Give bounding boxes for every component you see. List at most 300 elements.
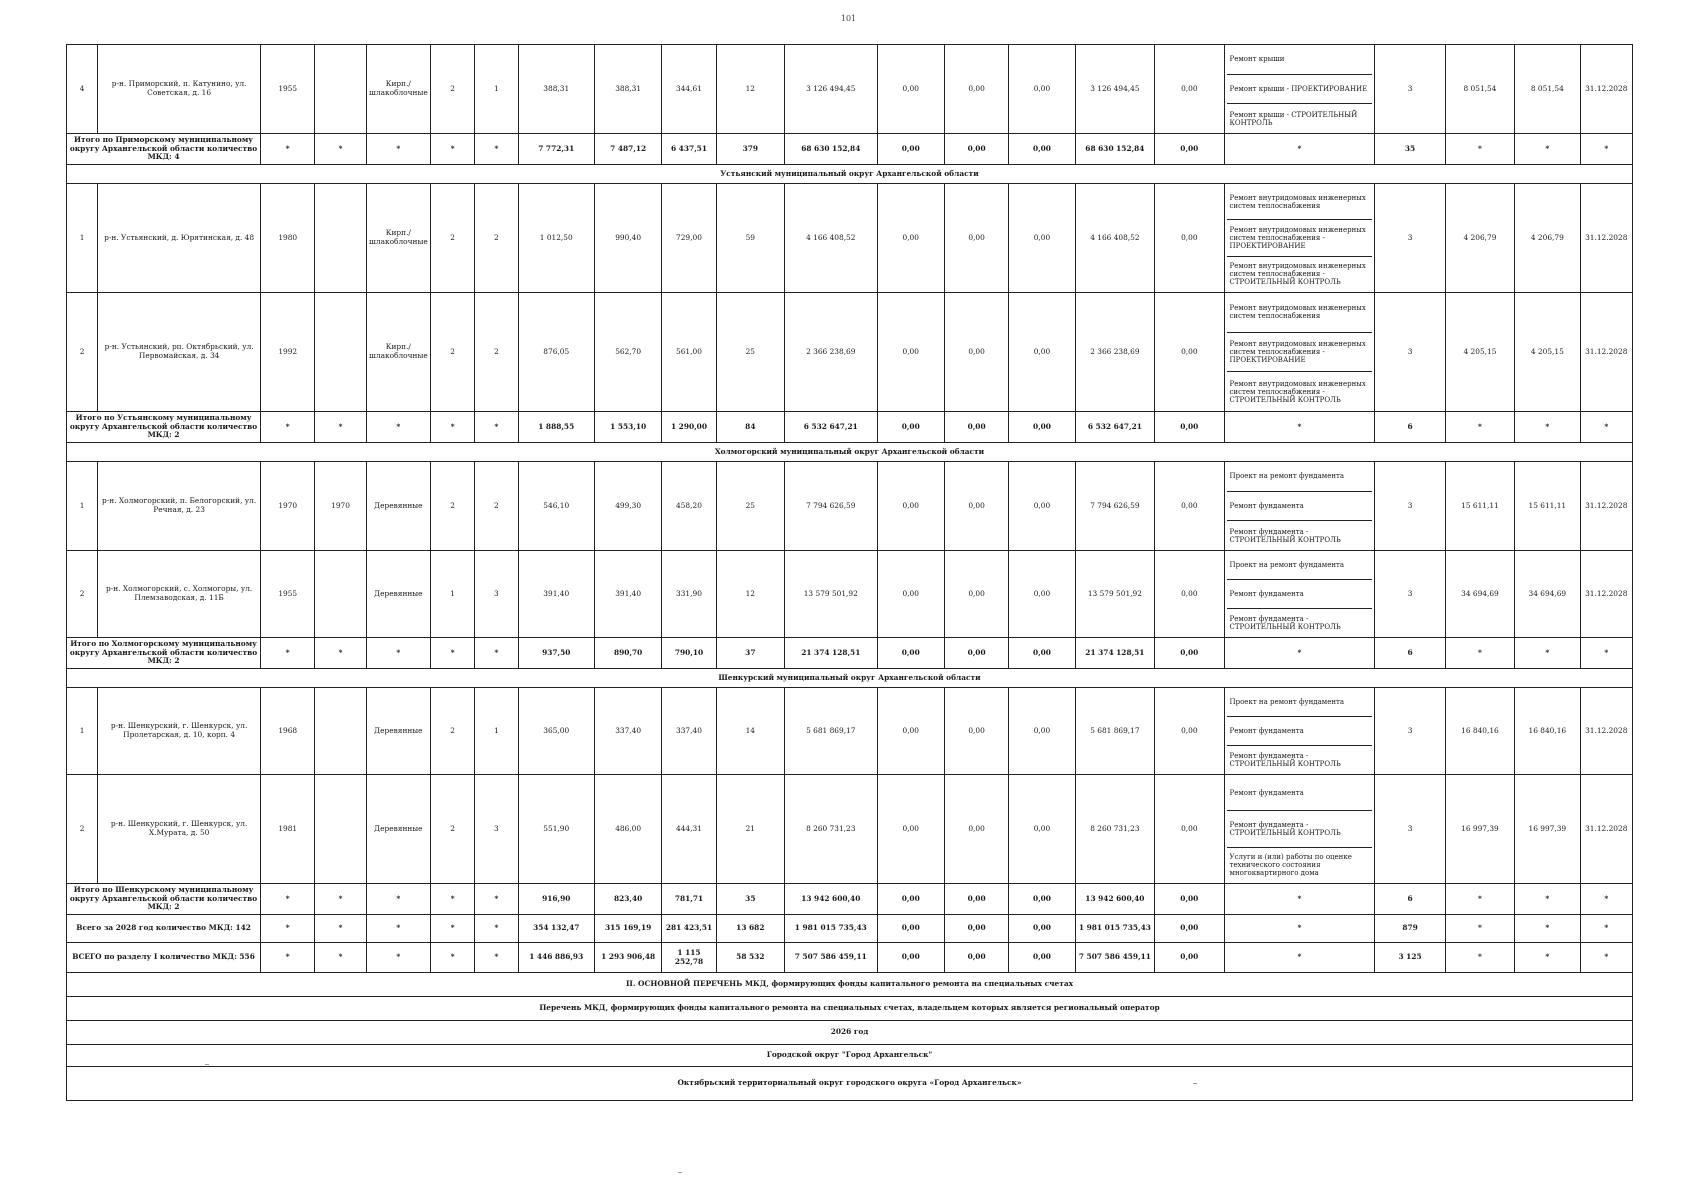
floors-cell: 2 [431,45,475,134]
fund-source-cell: 0,00 [1009,638,1075,669]
works-cell [1224,462,1375,551]
residents-cell: 25 [716,462,784,551]
total-row [67,915,1633,943]
works-cell: * [1224,638,1375,669]
wall-material-cell: Кирп./шлакоблочные [366,45,430,134]
premises-area-cell: 7 487,12 [594,134,661,165]
limit-cost-cell: * [1515,134,1580,165]
house-row [67,184,1633,293]
address-cell: р-н. Приморский, п. Катунино, ул. Советская, д. 16 [98,45,261,134]
unit-cost-cell: * [1445,412,1514,443]
fund-source-cell: 0,00 [877,884,944,915]
deadline-cell: 31.12.2028 [1580,184,1632,293]
total-area-cell: 546,10 [518,462,594,551]
total-star-cell: * [261,134,315,165]
fund-source-cell: 0,00 [944,45,1008,134]
unit-cost-cell: 8 051,54 [1445,45,1514,134]
work-item: Ремонт крыши - СТРОИТЕЛЬНЫЙ КОНТРОЛЬ [1229,110,1358,127]
repair-cost-cell: 2 366 238,69 [785,293,878,412]
total-label: Итого по Устьянскому муниципальному округу Архангельской области количество МКД: 2 [67,412,261,443]
year-title-row [67,1021,1633,1045]
city-title: Городской округ "Город Архангельск" [67,1045,1633,1067]
owners-funds-cell: 8 260 731,23 [1075,775,1154,884]
district-subtitle-row [67,1067,1633,1101]
row-number-cell: 1 [67,184,98,293]
total-star-cell: * [431,915,475,943]
row-number-cell: 2 [67,293,98,412]
address-cell: р-н. Устьянский, рп. Октябрьский, ул. Первомайская, д. 34 [98,293,261,412]
works-cell [1224,184,1375,293]
work-count-cell: 3 [1375,184,1445,293]
total-area-cell: 1 888,55 [518,412,594,443]
works-cell [1224,45,1375,134]
district-title: Шенкурский муниципальный округ Архангельской области [67,669,1633,688]
other-funds-cell: 0,00 [1155,638,1224,669]
premises-area-cell: 486,00 [594,775,661,884]
works-list [1227,775,1373,883]
fund-source-cell: 0,00 [1009,412,1075,443]
owners-funds-cell: 1 981 015 735,43 [1075,915,1154,943]
premises-area-cell: 890,70 [594,638,661,669]
repair-cost-cell: 13 579 501,92 [785,551,878,638]
limit-cost-cell: * [1515,884,1580,915]
deadline-cell: 31.12.2028 [1580,293,1632,412]
residents-cell: 37 [716,638,784,669]
work-item: Ремонт внутридомовых инженерных систем теплоснабжения - СТРОИТЕЛЬНЫЙ КОНТРОЛЬ [1229,262,1366,287]
fund-source-cell: 0,00 [944,462,1008,551]
works-cell [1224,551,1375,638]
premises-area-cell: 388,31 [594,45,661,134]
deadline-cell: * [1580,915,1632,943]
fund-source-cell: 0,00 [1009,775,1075,884]
unit-cost-cell: * [1445,134,1514,165]
limit-cost-cell: 4 206,79 [1515,184,1580,293]
limit-cost-cell: 16 997,39 [1515,775,1580,884]
row-number-cell: 4 [67,45,98,134]
wall-material-cell: Кирп./шлакоблочные [366,293,430,412]
work-count-cell: 879 [1375,915,1445,943]
house-row [67,551,1633,638]
deadline-cell: * [1580,943,1632,973]
year-renovation-cell [315,45,366,134]
works-cell: * [1224,943,1375,973]
total-star-cell: * [431,884,475,915]
limit-cost-cell: 4 205,15 [1515,293,1580,412]
total-star-cell: * [431,943,475,973]
fund-source-cell: 0,00 [877,462,944,551]
floors-cell: 2 [431,462,475,551]
scan-speck [678,1172,682,1173]
total-row [67,884,1633,915]
address-cell: р-н. Шенкурский, г. Шенкурск, ул. Х.Мурата, д. 50 [98,775,261,884]
fund-source-cell: 0,00 [877,775,944,884]
works-cell: * [1224,134,1375,165]
entrances-cell: 2 [475,293,518,412]
unit-cost-cell: * [1445,915,1514,943]
total-area-cell: 388,31 [518,45,594,134]
unit-cost-cell: 34 694,69 [1445,551,1514,638]
entrances-cell: 2 [475,462,518,551]
list-title: Перечень МКД, формирующих фонды капитального ремонта на специальных счетах, владельцем которых является региональный оператор [67,997,1633,1021]
repair-cost-cell: 6 532 647,21 [785,412,878,443]
deadline-cell: * [1580,638,1632,669]
unit-cost-cell: 16 997,39 [1445,775,1514,884]
residents-cell: 379 [716,134,784,165]
residents-cell: 25 [716,293,784,412]
wall-material-cell: Деревянные [366,775,430,884]
city-title-row [67,1045,1633,1067]
work-item: Проект на ремонт фундамента [1227,462,1373,492]
total-star-cell: * [366,943,430,973]
other-funds-cell: 0,00 [1155,915,1224,943]
limit-cost-cell: 16 840,16 [1515,688,1580,775]
work-item: Ремонт внутридомовых инженерных систем теплоснабжения - ПРОЕКТИРОВАНИЕ [1227,333,1373,373]
works-cell: * [1224,412,1375,443]
year-renovation-cell [315,184,366,293]
works-cell: * [1224,884,1375,915]
work-count-cell: 3 [1375,775,1445,884]
address-cell: р-н. Шенкурский, г. Шенкурск, ул. Пролетарская, д. 10, корп. 4 [98,688,261,775]
other-funds-cell: 0,00 [1155,551,1224,638]
total-star-cell: * [431,638,475,669]
total-star-cell: * [366,412,430,443]
repair-cost-cell: 4 166 408,52 [785,184,878,293]
year-built-cell: 1981 [261,775,315,884]
owners-funds-cell: 68 630 152,84 [1075,134,1154,165]
fund-source-cell: 0,00 [1009,45,1075,134]
total-area-cell: 916,90 [518,884,594,915]
total-star-cell: * [315,884,366,915]
work-item: Проект на ремонт фундамента [1227,688,1373,717]
year-built-cell: 1980 [261,184,315,293]
year-built-cell: 1955 [261,551,315,638]
other-funds-cell: 0,00 [1155,412,1224,443]
fund-source-cell: 0,00 [877,45,944,134]
year-built-cell: 1968 [261,688,315,775]
total-star-cell: * [315,134,366,165]
fund-source-cell: 0,00 [1009,688,1075,775]
total-star-cell: * [475,884,518,915]
work-count-cell: 6 [1375,638,1445,669]
premises-area-cell: 823,40 [594,884,661,915]
total-area-cell: 551,90 [518,775,594,884]
district-title-row [67,443,1633,462]
living-area-cell: 344,61 [662,45,716,134]
living-area-cell: 444,31 [662,775,716,884]
work-count-cell: 3 [1375,688,1445,775]
district-title: Холмогорский муниципальный округ Архангельской области [67,443,1633,462]
residents-cell: 12 [716,551,784,638]
residents-cell: 21 [716,775,784,884]
unit-cost-cell: 4 205,15 [1445,293,1514,412]
work-count-cell: 6 [1375,412,1445,443]
fund-source-cell: 0,00 [877,943,944,973]
owners-funds-cell: 13 579 501,92 [1075,551,1154,638]
other-funds-cell: 0,00 [1155,775,1224,884]
repair-cost-cell: 8 260 731,23 [785,775,878,884]
row-number-cell: 1 [67,688,98,775]
address-cell: р-н. Холмогорский, п. Белогорский, ул. Речная, д. 23 [98,462,261,551]
row-number-cell: 2 [67,551,98,638]
unit-cost-cell: 4 206,79 [1445,184,1514,293]
works-list [1227,462,1373,550]
address-cell: р-н. Холмогорский, с. Холмогоры, ул. Племзаводская, д. 11Б [98,551,261,638]
total-star-cell: * [261,943,315,973]
work-item: Ремонт внутридомовых инженерных систем теплоснабжения - ПРОЕКТИРОВАНИЕ [1227,220,1373,256]
total-label: Всего за 2028 год количество МКД: 142 [67,915,261,943]
total-star-cell: * [475,412,518,443]
premises-area-cell: 337,40 [594,688,661,775]
work-item: Ремонт фундамента [1227,775,1373,811]
work-count-cell: 3 [1375,551,1445,638]
premises-area-cell: 990,40 [594,184,661,293]
total-star-cell: * [315,915,366,943]
fund-source-cell: 0,00 [877,184,944,293]
work-item: Ремонт фундамента [1227,717,1373,746]
district-title-row [67,669,1633,688]
repair-cost-cell: 1 981 015 735,43 [785,915,878,943]
total-row [67,412,1633,443]
works-cell [1224,775,1375,884]
work-item: Ремонт фундамента - СТРОИТЕЛЬНЫЙ КОНТРОЛЬ [1229,527,1341,544]
work-count-cell: 35 [1375,134,1445,165]
total-row [67,943,1633,973]
living-area-cell: 281 423,51 [662,915,716,943]
work-item: Ремонт фундамента - СТРОИТЕЛЬНЫЙ КОНТРОЛЬ [1229,751,1341,768]
year-built-cell: 1970 [261,462,315,551]
total-star-cell: * [261,638,315,669]
residents-cell: 12 [716,45,784,134]
work-item: Проект на ремонт фундамента [1227,551,1373,580]
total-star-cell: * [366,915,430,943]
living-area-cell: 337,40 [662,688,716,775]
total-star-cell: * [431,134,475,165]
capital-repair-register-table [66,44,1633,1101]
fund-source-cell: 0,00 [877,412,944,443]
fund-source-cell: 0,00 [877,293,944,412]
total-star-cell: * [261,884,315,915]
section-two-title: II. ОСНОВНОЙ ПЕРЕЧЕНЬ МКД, формирующих фонды капитального ремонта на специальных счетах [67,973,1633,997]
deadline-cell: 31.12.2028 [1580,462,1632,551]
total-row [67,134,1633,165]
district-subtitle: Октябрьский территориальный округ городского округа «Город Архангельск» [67,1067,1633,1101]
total-row [67,638,1633,669]
fund-source-cell: 0,00 [944,293,1008,412]
total-star-cell: * [315,412,366,443]
owners-funds-cell: 13 942 600,40 [1075,884,1154,915]
work-item: Услуги и (или) работы по оценке технического состояния многоквартирного дома [1229,853,1352,878]
fund-source-cell: 0,00 [1009,943,1075,973]
fund-source-cell: 0,00 [877,551,944,638]
limit-cost-cell: 34 694,69 [1515,551,1580,638]
works-cell [1224,688,1375,775]
residents-cell: 13 682 [716,915,784,943]
other-funds-cell: 0,00 [1155,943,1224,973]
row-number-cell: 1 [67,462,98,551]
work-item: Ремонт крыши [1227,45,1373,75]
entrances-cell: 2 [475,184,518,293]
living-area-cell: 331,90 [662,551,716,638]
fund-source-cell: 0,00 [944,943,1008,973]
fund-source-cell: 0,00 [1009,551,1075,638]
floors-cell: 2 [431,293,475,412]
house-row [67,775,1633,884]
scan-speck [205,1064,209,1065]
wall-material-cell: Кирп./шлакоблочные [366,184,430,293]
work-item: Ремонт внутридомовых инженерных систем теплоснабжения [1227,293,1373,333]
scan-speck [1193,1083,1197,1084]
owners-funds-cell: 3 126 494,45 [1075,45,1154,134]
work-item: Ремонт фундамента - СТРОИТЕЛЬНЫЙ КОНТРОЛЬ [1229,614,1341,631]
fund-source-cell: 0,00 [944,638,1008,669]
fund-source-cell: 0,00 [944,884,1008,915]
deadline-cell: 31.12.2028 [1580,551,1632,638]
living-area-cell: 1 115 252,78 [662,943,716,973]
wall-material-cell: Деревянные [366,462,430,551]
page-number: 101 [840,14,857,23]
residents-cell: 58 532 [716,943,784,973]
other-funds-cell: 0,00 [1155,688,1224,775]
owners-funds-cell: 6 532 647,21 [1075,412,1154,443]
district-title: Устьянский муниципальный округ Архангельской области [67,165,1633,184]
repair-cost-cell: 3 126 494,45 [785,45,878,134]
section-two-title-row [67,973,1633,997]
total-star-cell: * [475,134,518,165]
repair-cost-cell: 7 507 586 459,11 [785,943,878,973]
limit-cost-cell: * [1515,412,1580,443]
year-renovation-cell [315,688,366,775]
premises-area-cell: 562,70 [594,293,661,412]
fund-source-cell: 0,00 [944,775,1008,884]
entrances-cell: 1 [475,45,518,134]
work-count-cell: 3 [1375,462,1445,551]
fund-source-cell: 0,00 [877,134,944,165]
work-item: Ремонт фундамента - СТРОИТЕЛЬНЫЙ КОНТРОЛЬ [1227,811,1373,847]
owners-funds-cell: 7 794 626,59 [1075,462,1154,551]
fund-source-cell: 0,00 [877,638,944,669]
deadline-cell: * [1580,884,1632,915]
repair-cost-cell: 21 374 128,51 [785,638,878,669]
living-area-cell: 458,20 [662,462,716,551]
living-area-cell: 729,00 [662,184,716,293]
owners-funds-cell: 2 366 238,69 [1075,293,1154,412]
row-number-cell: 2 [67,775,98,884]
entrances-cell: 3 [475,551,518,638]
deadline-cell: * [1580,412,1632,443]
total-area-cell: 1 012,50 [518,184,594,293]
floors-cell: 2 [431,688,475,775]
unit-cost-cell: * [1445,884,1514,915]
deadline-cell: 31.12.2028 [1580,688,1632,775]
owners-funds-cell: 21 374 128,51 [1075,638,1154,669]
total-area-cell: 354 132,47 [518,915,594,943]
total-label: Итого по Приморскому муниципальному округу Архангельской области количество МКД: 4 [67,134,261,165]
residents-cell: 14 [716,688,784,775]
work-item: Ремонт внутридомовых инженерных систем теплоснабжения - СТРОИТЕЛЬНЫЙ КОНТРОЛЬ [1229,379,1366,404]
other-funds-cell: 0,00 [1155,134,1224,165]
wall-material-cell: Деревянные [366,688,430,775]
fund-source-cell: 0,00 [877,688,944,775]
living-area-cell: 781,71 [662,884,716,915]
premises-area-cell: 1 553,10 [594,412,661,443]
total-star-cell: * [366,134,430,165]
year-renovation-cell: 1970 [315,462,366,551]
works-cell [1224,293,1375,412]
address-cell: р-н. Устьянский, д. Юрятинская, д. 48 [98,184,261,293]
total-area-cell: 391,40 [518,551,594,638]
total-star-cell: * [261,412,315,443]
house-row [67,293,1633,412]
other-funds-cell: 0,00 [1155,45,1224,134]
year-built-cell: 1992 [261,293,315,412]
total-area-cell: 365,00 [518,688,594,775]
house-row [67,45,1633,134]
living-area-cell: 561,00 [662,293,716,412]
other-funds-cell: 0,00 [1155,184,1224,293]
owners-funds-cell: 4 166 408,52 [1075,184,1154,293]
living-area-cell: 1 290,00 [662,412,716,443]
total-label: Итого по Шенкурскому муниципальному округу Архангельской области количество МКД: 2 [67,884,261,915]
living-area-cell: 790,10 [662,638,716,669]
total-area-cell: 7 772,31 [518,134,594,165]
works-list [1227,551,1373,637]
work-item: Ремонт фундамента [1227,580,1373,609]
entrances-cell: 3 [475,775,518,884]
total-label: ВСЕГО по разделу I количество МКД: 556 [67,943,261,973]
fund-source-cell: 0,00 [1009,184,1075,293]
total-area-cell: 876,05 [518,293,594,412]
year-renovation-cell [315,775,366,884]
year-renovation-cell [315,551,366,638]
work-count-cell: 3 [1375,45,1445,134]
year-built-cell: 1955 [261,45,315,134]
year-title: 2026 год [67,1021,1633,1045]
total-star-cell: * [475,943,518,973]
total-star-cell: * [431,412,475,443]
premises-area-cell: 315 169,19 [594,915,661,943]
work-item: Ремонт внутридомовых инженерных систем теплоснабжения [1227,184,1373,220]
deadline-cell: 31.12.2028 [1580,775,1632,884]
owners-funds-cell: 7 507 586 459,11 [1075,943,1154,973]
works-list [1227,45,1373,133]
work-item: Ремонт фундамента [1227,492,1373,522]
fund-source-cell: 0,00 [944,688,1008,775]
works-list [1227,293,1373,411]
total-star-cell: * [475,915,518,943]
fund-source-cell: 0,00 [877,915,944,943]
residents-cell: 59 [716,184,784,293]
limit-cost-cell: * [1515,915,1580,943]
fund-source-cell: 0,00 [944,134,1008,165]
fund-source-cell: 0,00 [944,412,1008,443]
owners-funds-cell: 5 681 869,17 [1075,688,1154,775]
repair-cost-cell: 68 630 152,84 [785,134,878,165]
unit-cost-cell: 16 840,16 [1445,688,1514,775]
repair-cost-cell: 5 681 869,17 [785,688,878,775]
residents-cell: 35 [716,884,784,915]
works-list [1227,688,1373,774]
work-count-cell: 3 [1375,293,1445,412]
works-list [1227,184,1373,292]
total-star-cell: * [315,638,366,669]
work-item: Ремонт крыши - ПРОЕКТИРОВАНИЕ [1227,75,1373,105]
other-funds-cell: 0,00 [1155,293,1224,412]
total-area-cell: 937,50 [518,638,594,669]
deadline-cell: * [1580,134,1632,165]
district-title-row [67,165,1633,184]
total-star-cell: * [366,638,430,669]
works-cell: * [1224,915,1375,943]
